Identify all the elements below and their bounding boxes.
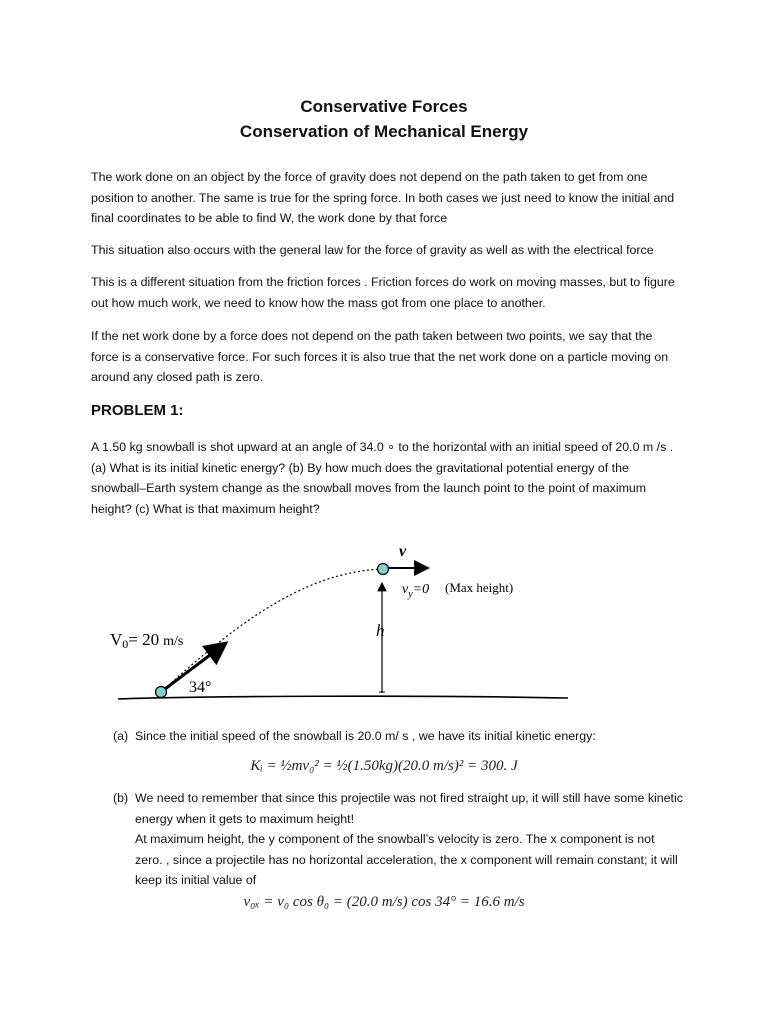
projectile-diagram: [0, 530, 768, 715]
paragraph-2: This situation also occurs with the general law for the force of gravity as well as with the electrical force: [91, 243, 654, 257]
h-label: h: [376, 621, 385, 640]
paragraph-3: This is a different situation from the friction forces . Friction forces do work on moving masses, but to figure out how much work, we need to know how the mass got from one place to another.: [91, 275, 675, 310]
snowball-launch: [156, 687, 167, 698]
answer-a-text: Since the initial speed of the snowball is 20.0 m/ s , we have its initial kinetic energy:: [135, 729, 596, 743]
velocity-x-equation: v₀ₓ = v₀ cos θ₀ = (20.0 m/s) cos 34° = 16.6 m/s: [243, 894, 525, 910]
kinetic-energy-equation: Kᵢ = ½mv₀² = ½(1.50kg)(20.0 m/s)² = 300. J: [250, 758, 518, 774]
answer-b-line-1: We need to remember that since this projectile was not fired straight up, it will still have some kinetic energy when it gets to maximum height!: [135, 791, 683, 826]
snowball-top: [378, 564, 389, 575]
title-line-1: Conservative Forces: [300, 97, 468, 116]
vy-label: $v_y=0$: [402, 582, 430, 600]
angle-label: 34°: [189, 679, 212, 696]
v0-label: V0= 20 m/s: [110, 630, 184, 651]
projectile-svg: [0, 530, 768, 710]
paragraph-1: The work done on an object by the force of gravity does not depend on the path taken to get from one position to another. The same is true for the spring force. In both cases we just need to know the initial and final coordinates to be able to find W, the work done by that force: [91, 170, 675, 225]
answer-b-label: (b): [113, 791, 129, 805]
answer-b: [113, 788, 683, 891]
paragraph-4: If the net work done by a force does not depend on the path taken between two points, we say that the force is a conservative force. For such forces it is also true that the net work done on a particle moving on around any closed path is zero.: [91, 329, 669, 384]
answer-a-label: (a): [113, 729, 129, 743]
title-line-2: Conservation of Mechanical Energy: [239, 122, 529, 141]
answer-b-line-2: At maximum height, the y component of the snowball’s velocity is zero. The x component is not zero. , since a projectile has no horizontal acceleration, the x component will remain constant; it will keep its initial value of: [135, 832, 678, 887]
v-label: v: [399, 543, 407, 560]
ground-line: [118, 696, 568, 699]
problem-heading: PROBLEM 1:: [91, 402, 184, 419]
trajectory-path: [161, 569, 383, 692]
answer-a: [113, 726, 683, 747]
max-height-label: (Max height): [445, 580, 514, 595]
problem-text: A 1.50 kg snowball is shot upward at an angle of 34.0 ∘ to the horizontal with an initial speed of 20.0 m /s . (a) What is its initial kinetic energy? (b) By how much does the gravitational potential energy of the snowball–Earth system change as the snowball moves from the launch point to the point of maximum height? (c) What is that maximum height?: [91, 440, 674, 516]
